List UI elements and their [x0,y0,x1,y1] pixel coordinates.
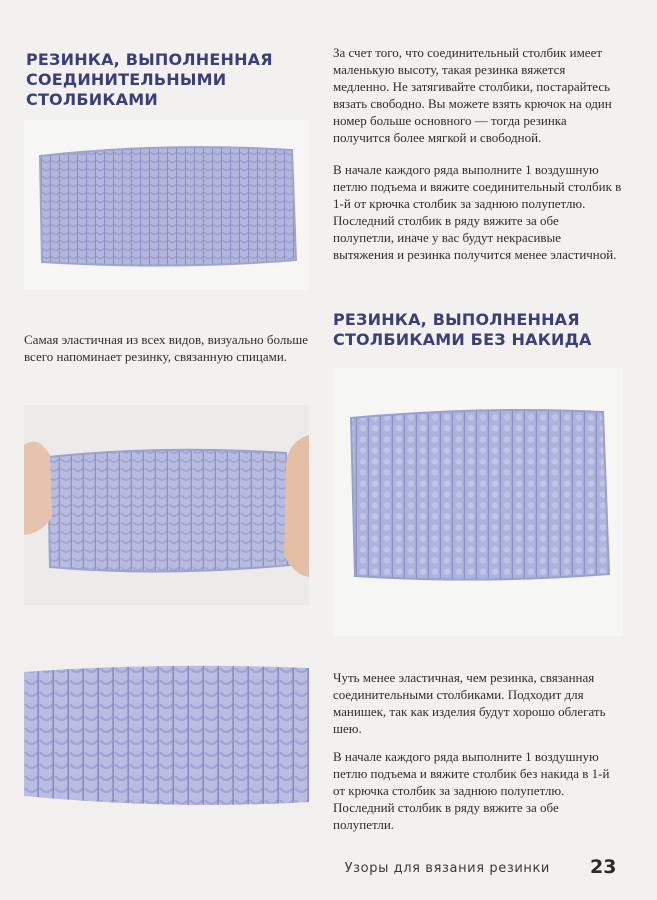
heading-line: СТОЛБИКАМИ БЕЗ НАКИДА [333,330,592,349]
paragraph-single-crochet-rib-intro: Чуть менее эластичная, чем резинка, связанная соединительными столбиками. Подходит для манишек, так как изделия будут хорошо облегать шею. [333,670,606,736]
section-heading-slip-stitch-rib [26,50,306,110]
caption-slip-stitch-rib: Самая эластичная из всех видов, визуально больше всего напоминает резинку, связанную спицами. [24,332,309,364]
paragraph-slip-stitch-rib-intro: За счет того, что соединительный столбик имеет маленькую высоту, такая резинка вяжется медленно. Не затягивайте столбики, постарайтесь вязать свободно. Вы можете взять крючок на один номер больше основного — тогда резинка получится более мягкой и свободной. [333,45,612,145]
photo-single-crochet-rib-swatch [333,368,623,636]
heading-line: РЕЗИНКА, ВЫПОЛНЕННАЯ [26,50,273,69]
section-heading-single-crochet-rib [333,310,623,350]
photo-stretched-rib [24,405,309,605]
photo-rib-closeup [24,632,309,830]
photo-slip-stitch-rib-swatch [24,120,309,290]
page-number: 23 [590,856,617,878]
heading-line: СОЕДИНИТЕЛЬНЫМИ СТОЛБИКАМИ [26,70,227,109]
running-footer-chapter: Узоры для вязания резинки [344,861,550,876]
paragraph-single-crochet-rib-instructions: В начале каждого ряда выполните 1 воздушную петлю подъема и вяжите столбик без накида в 1-й от крючка столбик за заднюю полупетлю. Последний столбик в ряду вяжите за обе полупетли. [333,749,610,832]
heading-line: РЕЗИНКА, ВЫПОЛНЕННАЯ [333,310,580,329]
paragraph-slip-stitch-rib-instructions: В начале каждого ряда выполните 1 воздушную петлю подъема и вяжите соединительный столбик в 1-й от крючка столбик за заднюю полупетлю. Последний столбик в ряду вяжите за обе полупетли, иначе у вас будут некрасивые вытяжения и резинка получится менее эластичной. [333,162,622,262]
